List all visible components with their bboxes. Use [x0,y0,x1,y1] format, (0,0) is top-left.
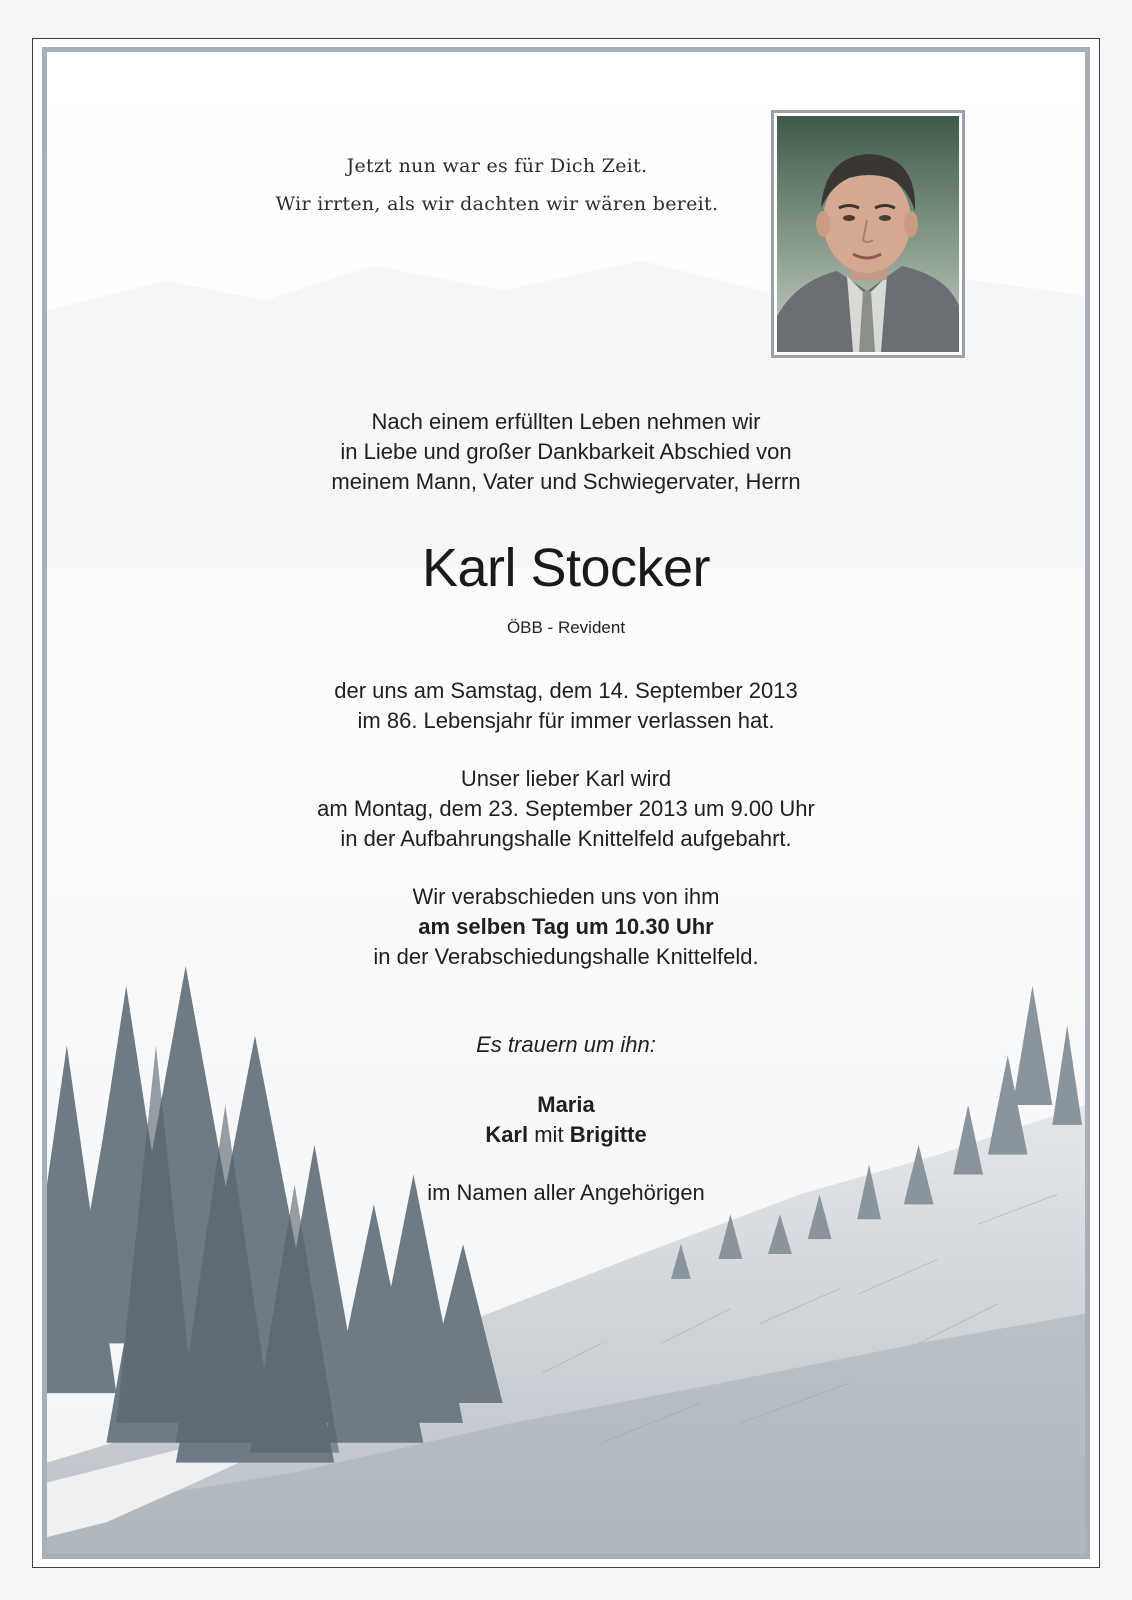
motto-verse [197,147,797,223]
portrait-frame [771,110,965,358]
motto-line-2: Wir irrten, als wir dachten wir wären bereit. [275,193,719,215]
lying-in-state-notice [47,764,1085,854]
farewell-line-1: Wir verabschieden uns von ihm [412,884,720,909]
intro-text [47,407,1085,497]
mourner-name-2b: Brigitte [569,1122,647,1147]
intro-line-2: in Liebe und großer Dankbarkeit Abschied von [340,439,792,464]
intro-line-3: meinem Mann, Vater und Schwiegervater, Herrn [331,469,801,494]
farewell-line-3: in der Verabschiedungshalle Knittelfeld. [373,944,759,969]
death-notice-line-1: der uns am Samstag, dem 14. September 2013 [334,678,798,703]
closing-line: im Namen aller Angehörigen [427,1180,705,1205]
lying-in-state-line-1: Unser lieber Karl wird [460,766,672,791]
mourner-connector: mit [534,1122,564,1147]
death-notice [47,676,1085,736]
deceased-name: Karl Stocker [421,538,711,598]
mourner-name-1: Maria [537,1092,595,1117]
intro-line-1: Nach einem erfüllten Leben nehmen wir [371,409,761,434]
inner-frame [42,47,1090,1559]
mourners-heading: Es trauern um ihn: [476,1032,656,1057]
mourner-line-2 [47,1120,1085,1150]
lying-in-state-line-3: in der Aufbahrungshalle Knittelfeld aufgebahrt. [340,826,792,851]
mourner-name-2a: Karl [485,1122,529,1147]
lying-in-state-line-2: am Montag, dem 23. September 2013 um 9.00 Uhr [317,796,815,821]
death-notice-line-2: im 86. Lebensjahr für immer verlassen hat. [357,708,775,733]
farewell-line-2: am selben Tag um 10.30 Uhr [418,914,714,939]
mourners-names [47,1090,1085,1150]
portrait-photo [777,116,959,352]
deceased-title: ÖBB - Revident [506,618,626,637]
motto-line-1: Jetzt nun war es für Dich Zeit. [346,155,648,177]
farewell-notice [47,882,1085,972]
